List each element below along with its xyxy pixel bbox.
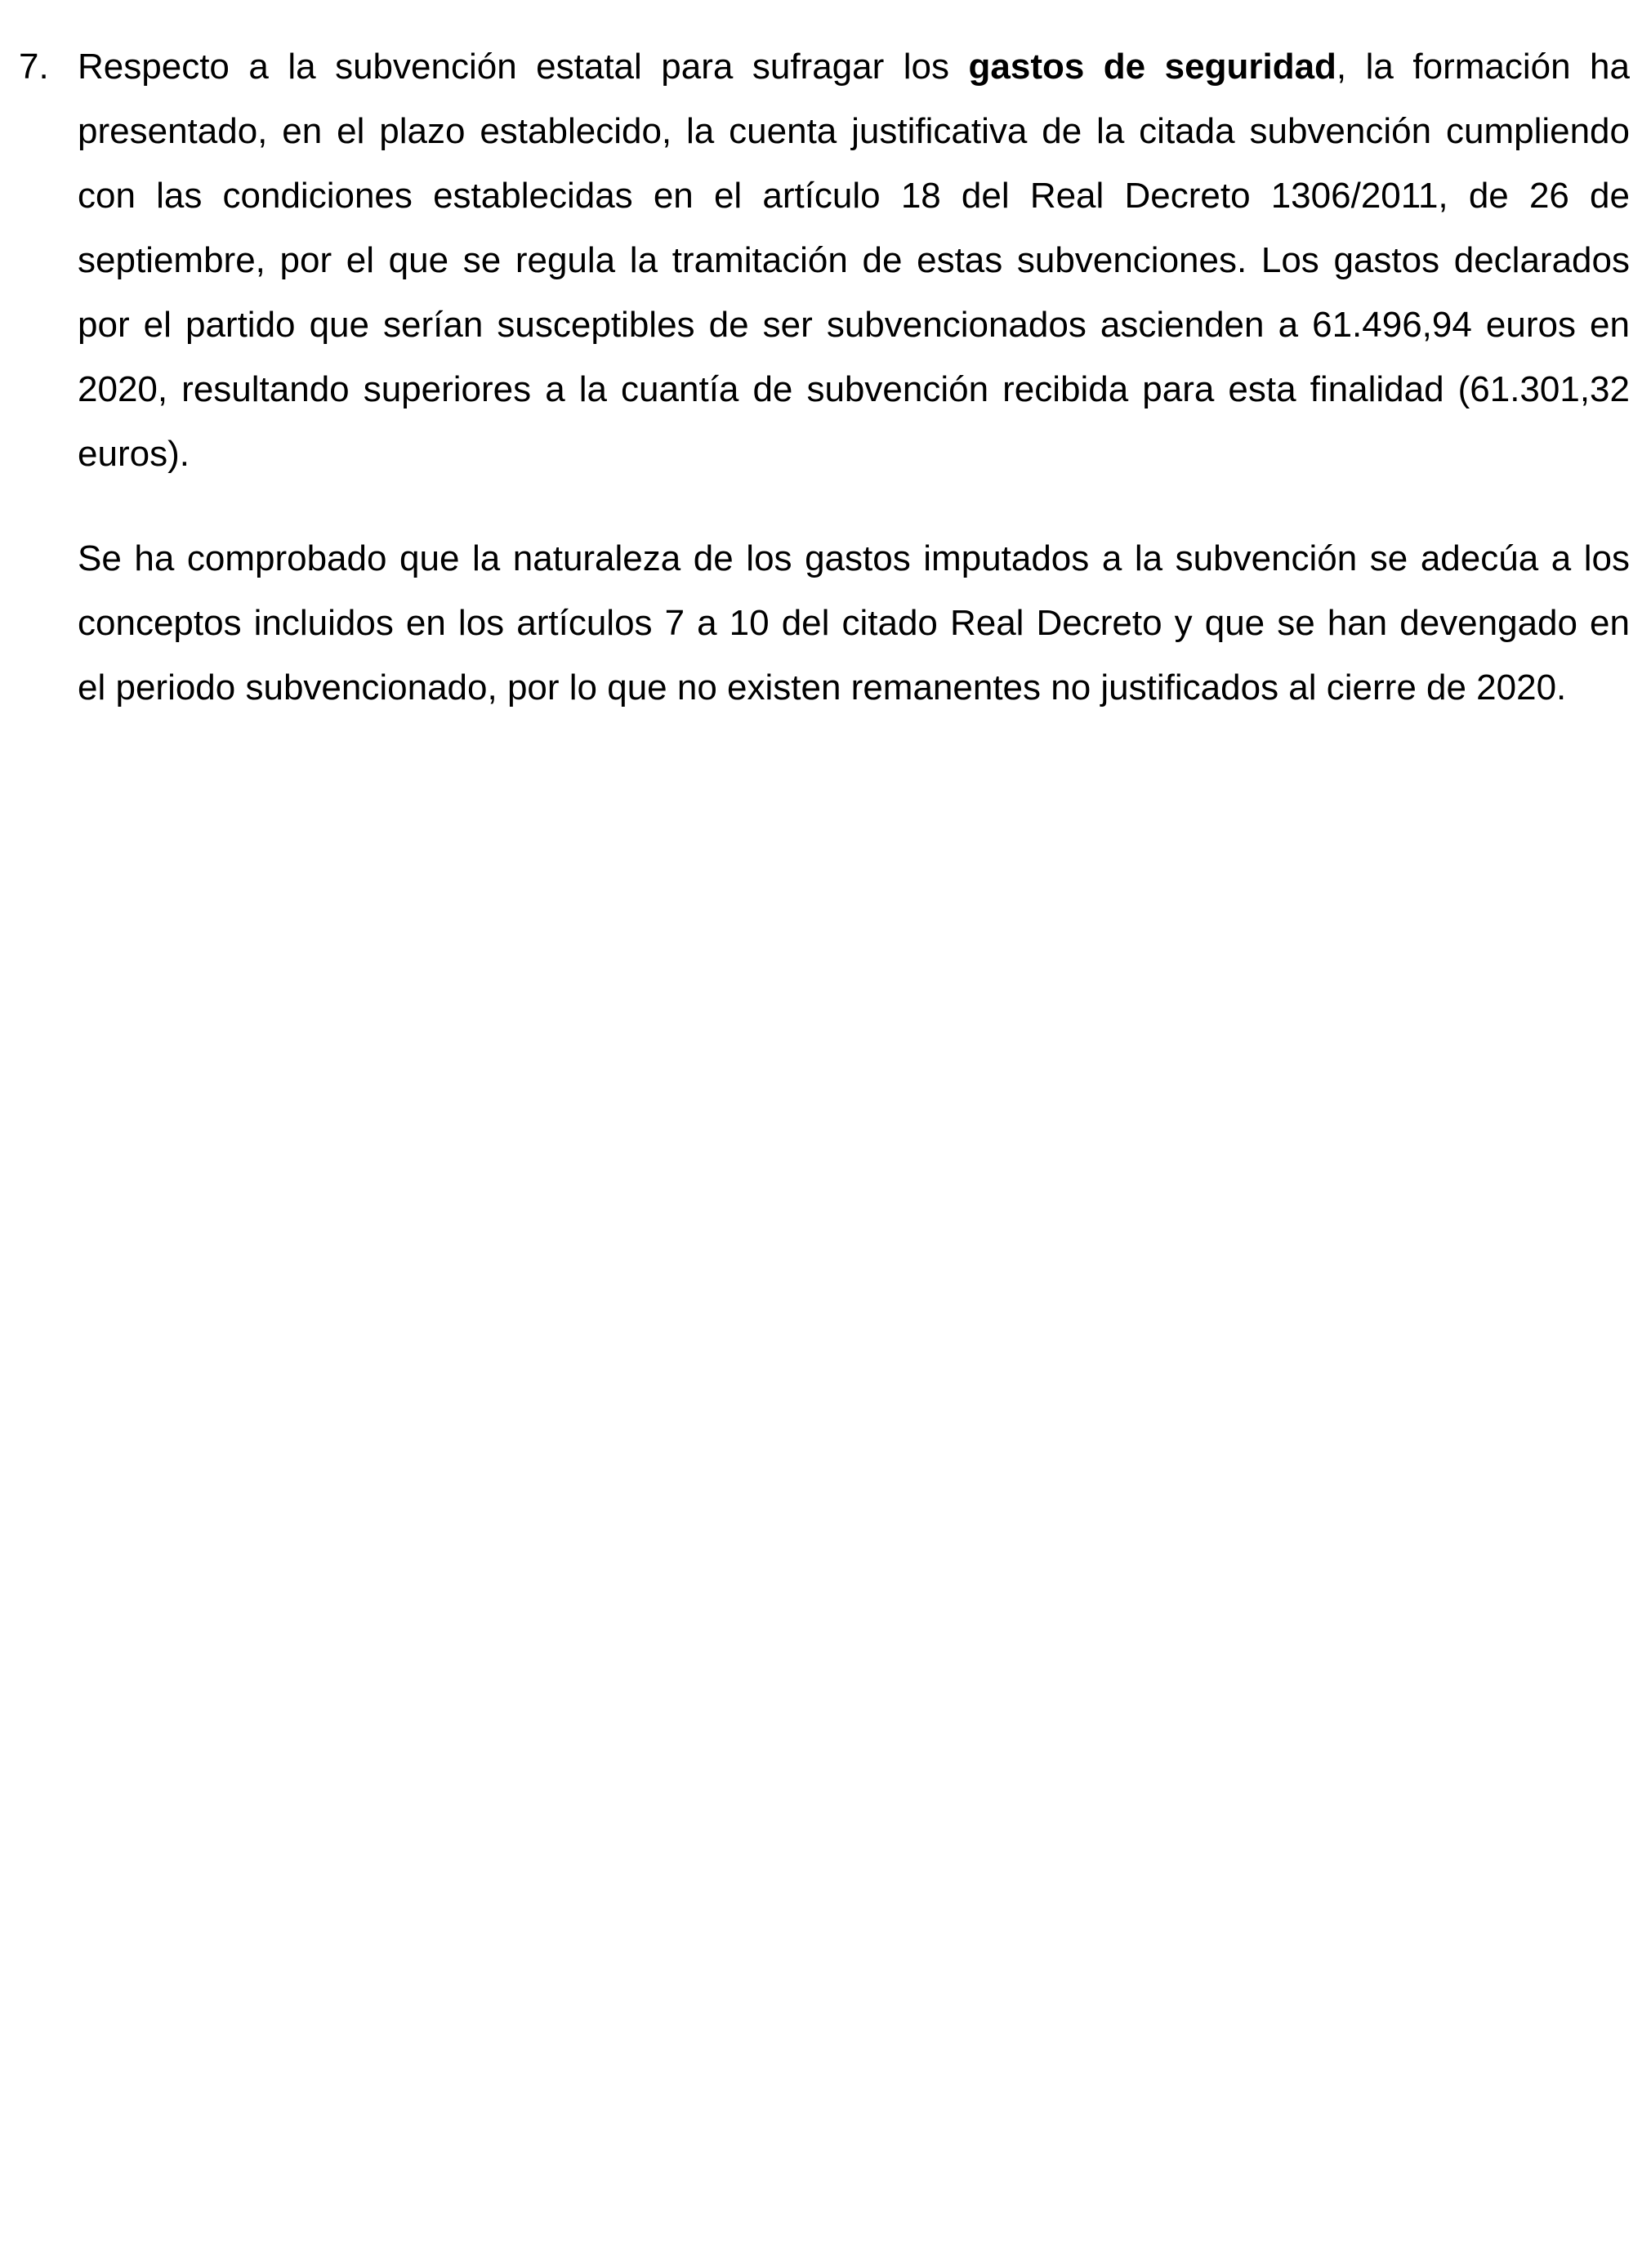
text-segment-post-bold: , la formación ha bbox=[1336, 47, 1630, 87]
paragraph-security-subsidy bbox=[78, 34, 1630, 486]
text-line-5: por el partido que serían susceptibles de ser subvencionados ascienden a 61.496,94 euros en bbox=[78, 305, 1630, 345]
list-item-body bbox=[78, 34, 1630, 720]
text-line-9: conceptos incluidos en los artículos 7 a 10 del citado Real Decreto y que se han devengado en bbox=[78, 603, 1630, 643]
list-item-number: 7. bbox=[19, 47, 49, 87]
text-line-2: presentado, en el plazo establecido, la cuenta justificativa de la citada subvención cumpliendo bbox=[78, 111, 1630, 151]
paragraph-verification bbox=[78, 526, 1630, 720]
text-line-7: euros). bbox=[78, 434, 190, 474]
text-line-4: septiembre, por el que se regula la tramitación de estas subvenciones. Los gastos declarados bbox=[78, 240, 1630, 280]
text-line-6: 2020, resultando superiores a la cuantía de subvención recibida para esta finalidad (61.301,32 bbox=[78, 369, 1630, 409]
bold-text-gastos-de-seguridad: gastos de seguridad bbox=[968, 47, 1336, 87]
text-line-3: con las condiciones establecidas en el artículo 18 del Real Decreto 1306/2011, de 26 de bbox=[78, 176, 1630, 216]
text-segment-pre-bold: Respecto a la subvención estatal para sufragar los bbox=[78, 47, 969, 87]
text-line-10: el periodo subvencionado, por lo que no existen remanentes no justificados al cierre de 2020. bbox=[78, 667, 1567, 708]
list-item-7 bbox=[19, 34, 1630, 720]
text-line-1 bbox=[78, 34, 1630, 99]
text-line-8: Se ha comprobado que la naturaleza de los gastos imputados a la subvención se adecúa a los bbox=[78, 538, 1630, 578]
